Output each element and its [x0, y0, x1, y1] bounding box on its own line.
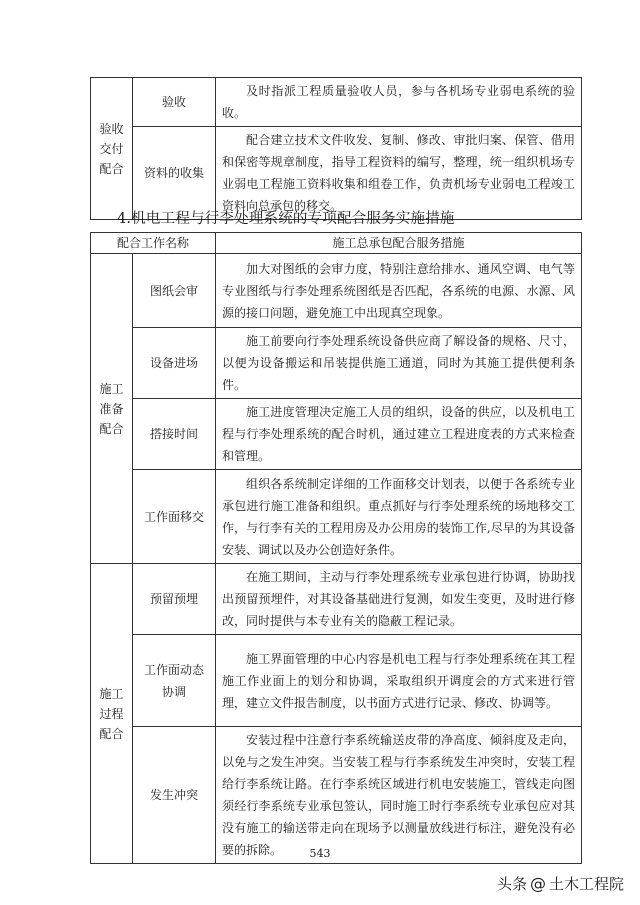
- header-service-measures: 施工总承包配合服务措施: [216, 233, 582, 254]
- row-name-acceptance: 验收: [133, 78, 216, 127]
- row-desc-document-collection: 配合建立技术文件收发、复制、修改、审批归案、保管、借用和保密等规章制度，指导工程资料的编写，整理，统一组织机场专业弱电工程施工资料收集和组卷工作，负责机场专业弱电工程竣工资料向总承包的移交。: [216, 127, 582, 220]
- row-name-overlap-time: 搭接时间: [133, 399, 216, 470]
- page-number: 543: [309, 847, 331, 860]
- row-desc-overlap-time: 施工进度管理决定施工人员的组织，设备的供应，以及机电工程与行李处理系统的配合时机，通过建立工程进度表的方式来检查和管理。: [216, 399, 582, 470]
- row-name-document-collection: 资料的收集: [133, 127, 216, 220]
- group-acceptance-handover: 验收交付配合: [91, 78, 133, 220]
- row-desc-drawing-review: 加大对图纸的会审力度，特别注意给排水、通风空调、电气等专业图纸与行李处理系统图纸是否匹配，各系统的电源、水源、风源的接口问题，避免施工中出现真空现象。: [216, 254, 582, 328]
- row-name-equipment-entry: 设备进场: [133, 328, 216, 399]
- row-name-embedded-parts: 预留预埋: [133, 564, 216, 635]
- row-desc-workface-handover: 组织各系统制定详细的工作面移交计划表，以便于各系统专业承包进行施工准备和组织。重点抓好与行李处理系统的场地移交工作，与行李有关的工程用房及办公用房的装饰工作,尽早的为其设备安装、调试以及办公创造好条件。: [216, 470, 582, 564]
- row-desc-workface-coordination: 施工界面管理的中心内容是机电工程与行李处理系统在其工程施工作业面上的划分和协调，采取组织开调度会的方式来进行管理，建立文件报告制度，以书面方式进行记录、修改、协调等。: [216, 635, 582, 727]
- row-desc-conflict: 安装过程中注意行李系统输送皮带的净高度、倾斜度及走向，以免与之发生冲突。当安装工程与行李系统发生冲突时，安装工程给行李系统让路。在行李系统区域进行机电安装施工，管线走向图须经行李系统专业承包签认，同时施工时行李系统专业承包应对其没有施工的输送带走向在现场予以测量放线进行标注，避免没有必要的拆除。: [216, 727, 582, 864]
- header-work-name: 配合工作名称: [91, 233, 216, 254]
- group-construction-preparation: 施工准备配合: [91, 254, 133, 564]
- row-name-drawing-review: 图纸会审: [133, 254, 216, 328]
- row-desc-embedded-parts: 在施工期间，主动与行李处理系统专业承包进行协调，协助找出预留预埋件，对其设备基础进行复测，如发生变更，及时进行修改，同时提供与本专业有关的隐蔽工程记录。: [216, 564, 582, 635]
- baggage-coordination-table: [90, 232, 582, 864]
- acceptance-table: [90, 77, 582, 220]
- row-name-conflict: 发生冲突: [133, 727, 216, 864]
- watermark-account: 土木工程院: [548, 875, 624, 893]
- group-construction-process: 施工过程配合: [91, 564, 133, 864]
- section-heading: 4.机电工程与行李处理系统的专项配合服务实施措施: [117, 211, 455, 227]
- row-name-workface-coordination: 工作面动态协调: [133, 635, 216, 727]
- at-sign-icon: @: [529, 874, 546, 893]
- watermark-prefix: 头条: [496, 875, 527, 893]
- row-desc-equipment-entry: 施工前要向行李处理系统设备供应商了解设备的规格、尺寸，以便为设备搬运和吊装提供施工通道，同时为其施工提供便利条件。: [216, 328, 582, 399]
- watermark: [497, 873, 624, 894]
- row-name-workface-handover: 工作面移交: [133, 470, 216, 564]
- row-desc-acceptance: 及时指派工程质量验收人员，参与各机场专业弱电系统的验收。: [216, 78, 582, 127]
